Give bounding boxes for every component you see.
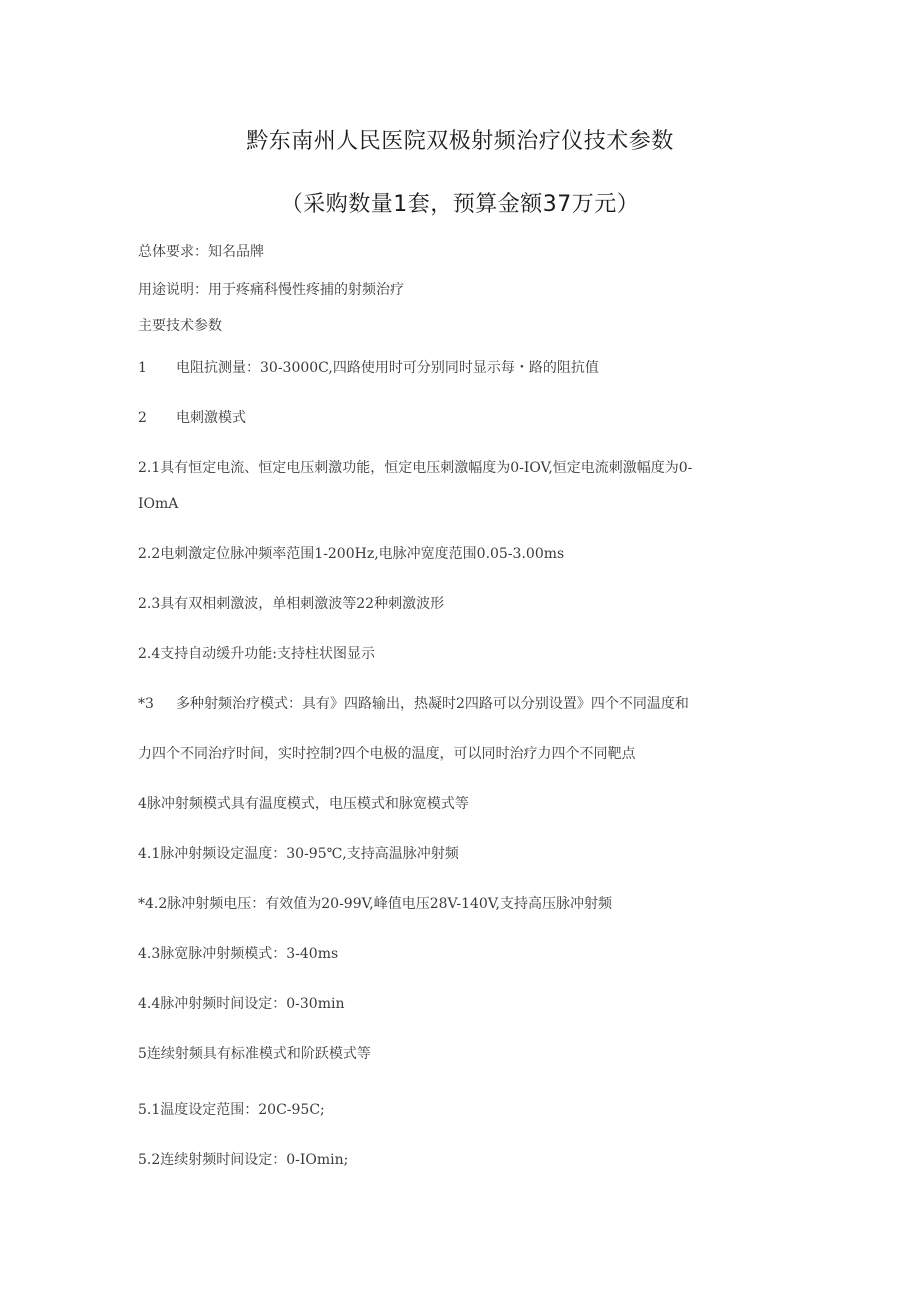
param-item-2-3: 2.3具有双相刺激波，单相刺激波等22种刺激波形: [138, 596, 445, 612]
item-text: 多种射频治疗模式：具有》四路输出，热凝时2四路可以分别设置》四个不同温度和: [176, 696, 689, 712]
param-item-4-1: 4.1脉冲射频设定温度：30-95℃,支持高温脉冲射频: [138, 846, 459, 862]
param-item-1: [138, 359, 599, 377]
general-requirement: 总体要求：知名品牌: [138, 244, 264, 260]
item-text: 电刺激模式: [176, 410, 246, 426]
param-item-4-2: *4.2脉冲射频电压：有效值为20-99V,峰值电压28V-140V,支持高压脉冲射频: [138, 896, 612, 912]
param-item-3: [138, 695, 689, 713]
main-params-heading: 主要技术参数: [138, 318, 222, 334]
item-number: 2: [138, 410, 147, 426]
document-title: 黔东南州人民医院双极射频治疗仪技术参数: [246, 129, 674, 154]
item-number: *3: [138, 696, 154, 712]
param-item-2: [138, 409, 246, 427]
param-item-2-4: 2.4支持自动缓升功能:支持柱状图显示: [138, 646, 375, 662]
document-subtitle: （采购数量1套，预算金额37万元）: [280, 192, 640, 217]
param-item-4: 4脉冲射频模式具有温度模式，电压模式和脉宽模式等: [138, 796, 469, 812]
param-item-2-2: 2.2电刺激定位脉冲频率范围1-200Hz,电脉冲宽度范围0.05-3.00ms: [138, 546, 565, 562]
param-item-2-1-cont: IOmA: [138, 496, 179, 512]
usage-description: 用途说明：用于疼痛科慢性疼捕的射频治疗: [138, 282, 404, 298]
param-item-5-1: 5.1温度设定范围：20C-95C;: [138, 1102, 325, 1118]
param-item-2-1: 2.1具有恒定电流、恒定电压刺激功能，恒定电压刺激幅度为0-IOV,恒定电流刺激幅度为0-: [138, 460, 693, 476]
item-text: 电阻抗测量：30-3000C,四路使用时可分别同时显示每・路的阻抗值: [176, 360, 599, 376]
item-number: 1: [138, 360, 147, 376]
param-item-3-cont: 力四个不同治疗时间，实时控制?四个电极的温度，可以同时治疗力四个不同靶点: [138, 746, 636, 762]
param-item-4-4: 4.4脉冲射频时间设定：0-30min: [138, 996, 345, 1012]
param-item-5-2: 5.2连续射频时间设定：0-IOmin;: [138, 1152, 349, 1168]
param-item-5: 5连续射频具有标准模式和阶跃模式等: [138, 1046, 371, 1062]
param-item-4-3: 4.3脉宽脉冲射频模式：3-40ms: [138, 946, 339, 962]
